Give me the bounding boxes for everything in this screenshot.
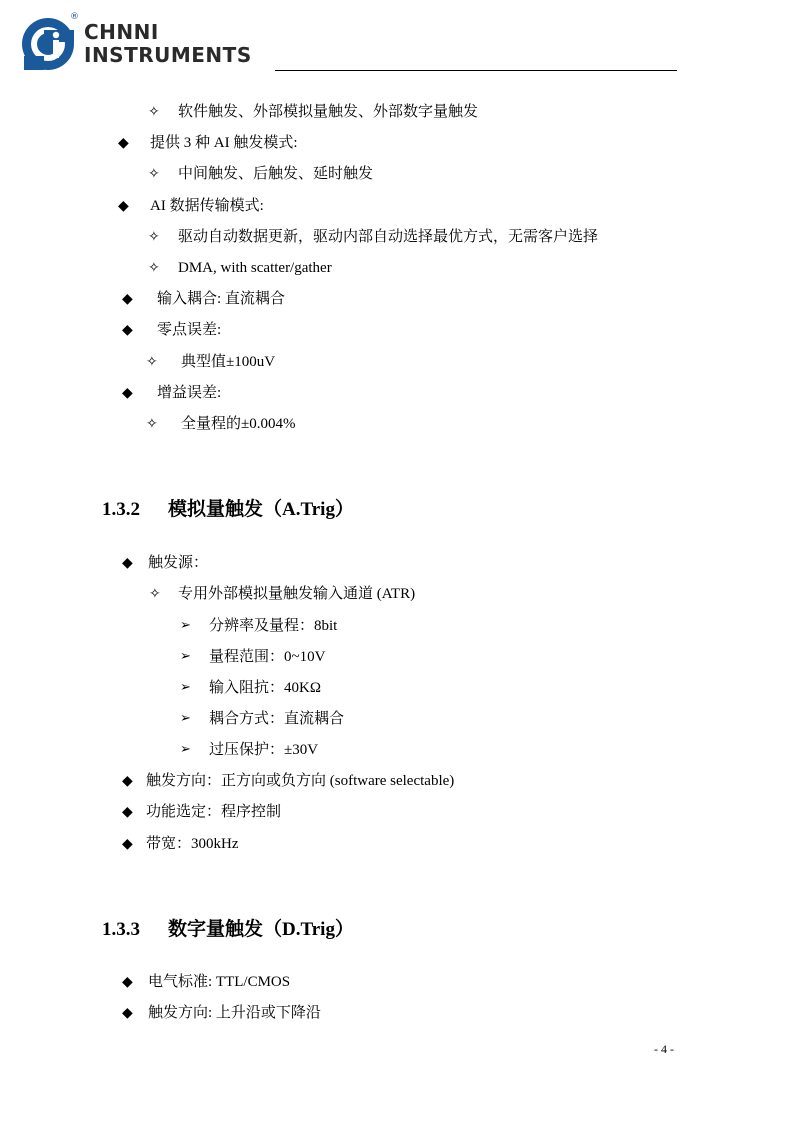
registered-mark: ® xyxy=(70,12,79,22)
list-item: 中间触发、后触发、延时触发 xyxy=(178,166,374,182)
list-item: 触发方向：正方向或负方向 (software selectable) xyxy=(146,773,455,789)
diamond-bullet-icon: ◆ xyxy=(122,804,133,820)
diamond-bullet-icon: ◆ xyxy=(118,135,129,151)
diamond-bullet-icon: ◆ xyxy=(122,974,133,990)
section-number: 1.3.3 xyxy=(102,919,140,940)
arrow-bullet-icon: ➢ xyxy=(180,649,191,664)
list-item: 电气标准: TTL/CMOS xyxy=(148,974,291,990)
diamond-bullet-icon: ◆ xyxy=(118,198,129,214)
section-number: 1.3.2 xyxy=(102,499,140,520)
section-title: 数字量触发（D.Trig） xyxy=(168,919,354,940)
brand-name-line1: CHNNI xyxy=(84,20,159,44)
list-item: 零点误差: xyxy=(157,322,222,338)
star-bullet-icon: ✧ xyxy=(148,260,160,276)
list-item: 专用外部模拟量触发输入通道 (ATR) xyxy=(178,586,416,602)
arrow-bullet-icon: ➢ xyxy=(180,618,191,633)
diamond-bullet-icon: ◆ xyxy=(122,1005,133,1021)
document-header xyxy=(20,14,680,76)
list-item: 过压保护：±30V xyxy=(209,742,319,758)
list-item: AI 数据传输模式: xyxy=(150,198,264,214)
ci-logo-icon xyxy=(20,16,76,72)
section-title: 模拟量触发（A.Trig） xyxy=(168,499,354,520)
star-bullet-icon: ✧ xyxy=(148,166,160,182)
arrow-bullet-icon: ➢ xyxy=(180,742,191,757)
list-item: 触发方向: 上升沿或下降沿 xyxy=(148,1005,321,1021)
star-bullet-icon: ✧ xyxy=(148,104,160,120)
diamond-bullet-icon: ◆ xyxy=(122,555,133,571)
list-item: 分辨率及量程：8bit xyxy=(209,618,338,634)
list-item: DMA, with scatter/gather xyxy=(178,260,332,276)
list-item: 输入耦合: 直流耦合 xyxy=(157,291,285,307)
list-item: 量程范围：0~10V xyxy=(209,649,326,665)
list-item: 耦合方式：直流耦合 xyxy=(209,711,345,727)
list-item: 触发源： xyxy=(148,555,209,571)
star-bullet-icon: ✧ xyxy=(146,354,158,370)
list-item: 全量程的±0.004% xyxy=(181,416,296,432)
star-bullet-icon: ✧ xyxy=(146,416,158,432)
list-item: 输入阻抗：40KΩ xyxy=(209,680,321,696)
list-item: 功能选定：程序控制 xyxy=(146,804,282,820)
diamond-bullet-icon: ◆ xyxy=(122,836,133,852)
brand-name-line2: INSTRUMENTS xyxy=(84,43,252,67)
list-item: 增益误差: xyxy=(157,385,222,401)
diamond-bullet-icon: ◆ xyxy=(122,773,133,789)
list-item: 提供 3 种 AI 触发模式: xyxy=(150,135,298,151)
arrow-bullet-icon: ➢ xyxy=(180,711,191,726)
diamond-bullet-icon: ◆ xyxy=(122,291,133,307)
diamond-bullet-icon: ◆ xyxy=(122,322,133,338)
diamond-bullet-icon: ◆ xyxy=(122,385,133,401)
list-item: 驱动自动数据更新，驱动内部自动选择最优方式，无需客户选择 xyxy=(178,229,599,245)
star-bullet-icon: ✧ xyxy=(148,229,160,245)
header-rule xyxy=(275,70,677,71)
list-item: 带宽：300kHz xyxy=(146,836,239,852)
list-item: 软件触发、外部模拟量触发、外部数字量触发 xyxy=(178,104,479,120)
page-number: - 4 - xyxy=(654,1042,674,1056)
list-item: 典型值±100uV xyxy=(181,354,276,370)
star-bullet-icon: ✧ xyxy=(149,586,161,602)
arrow-bullet-icon: ➢ xyxy=(180,680,191,695)
